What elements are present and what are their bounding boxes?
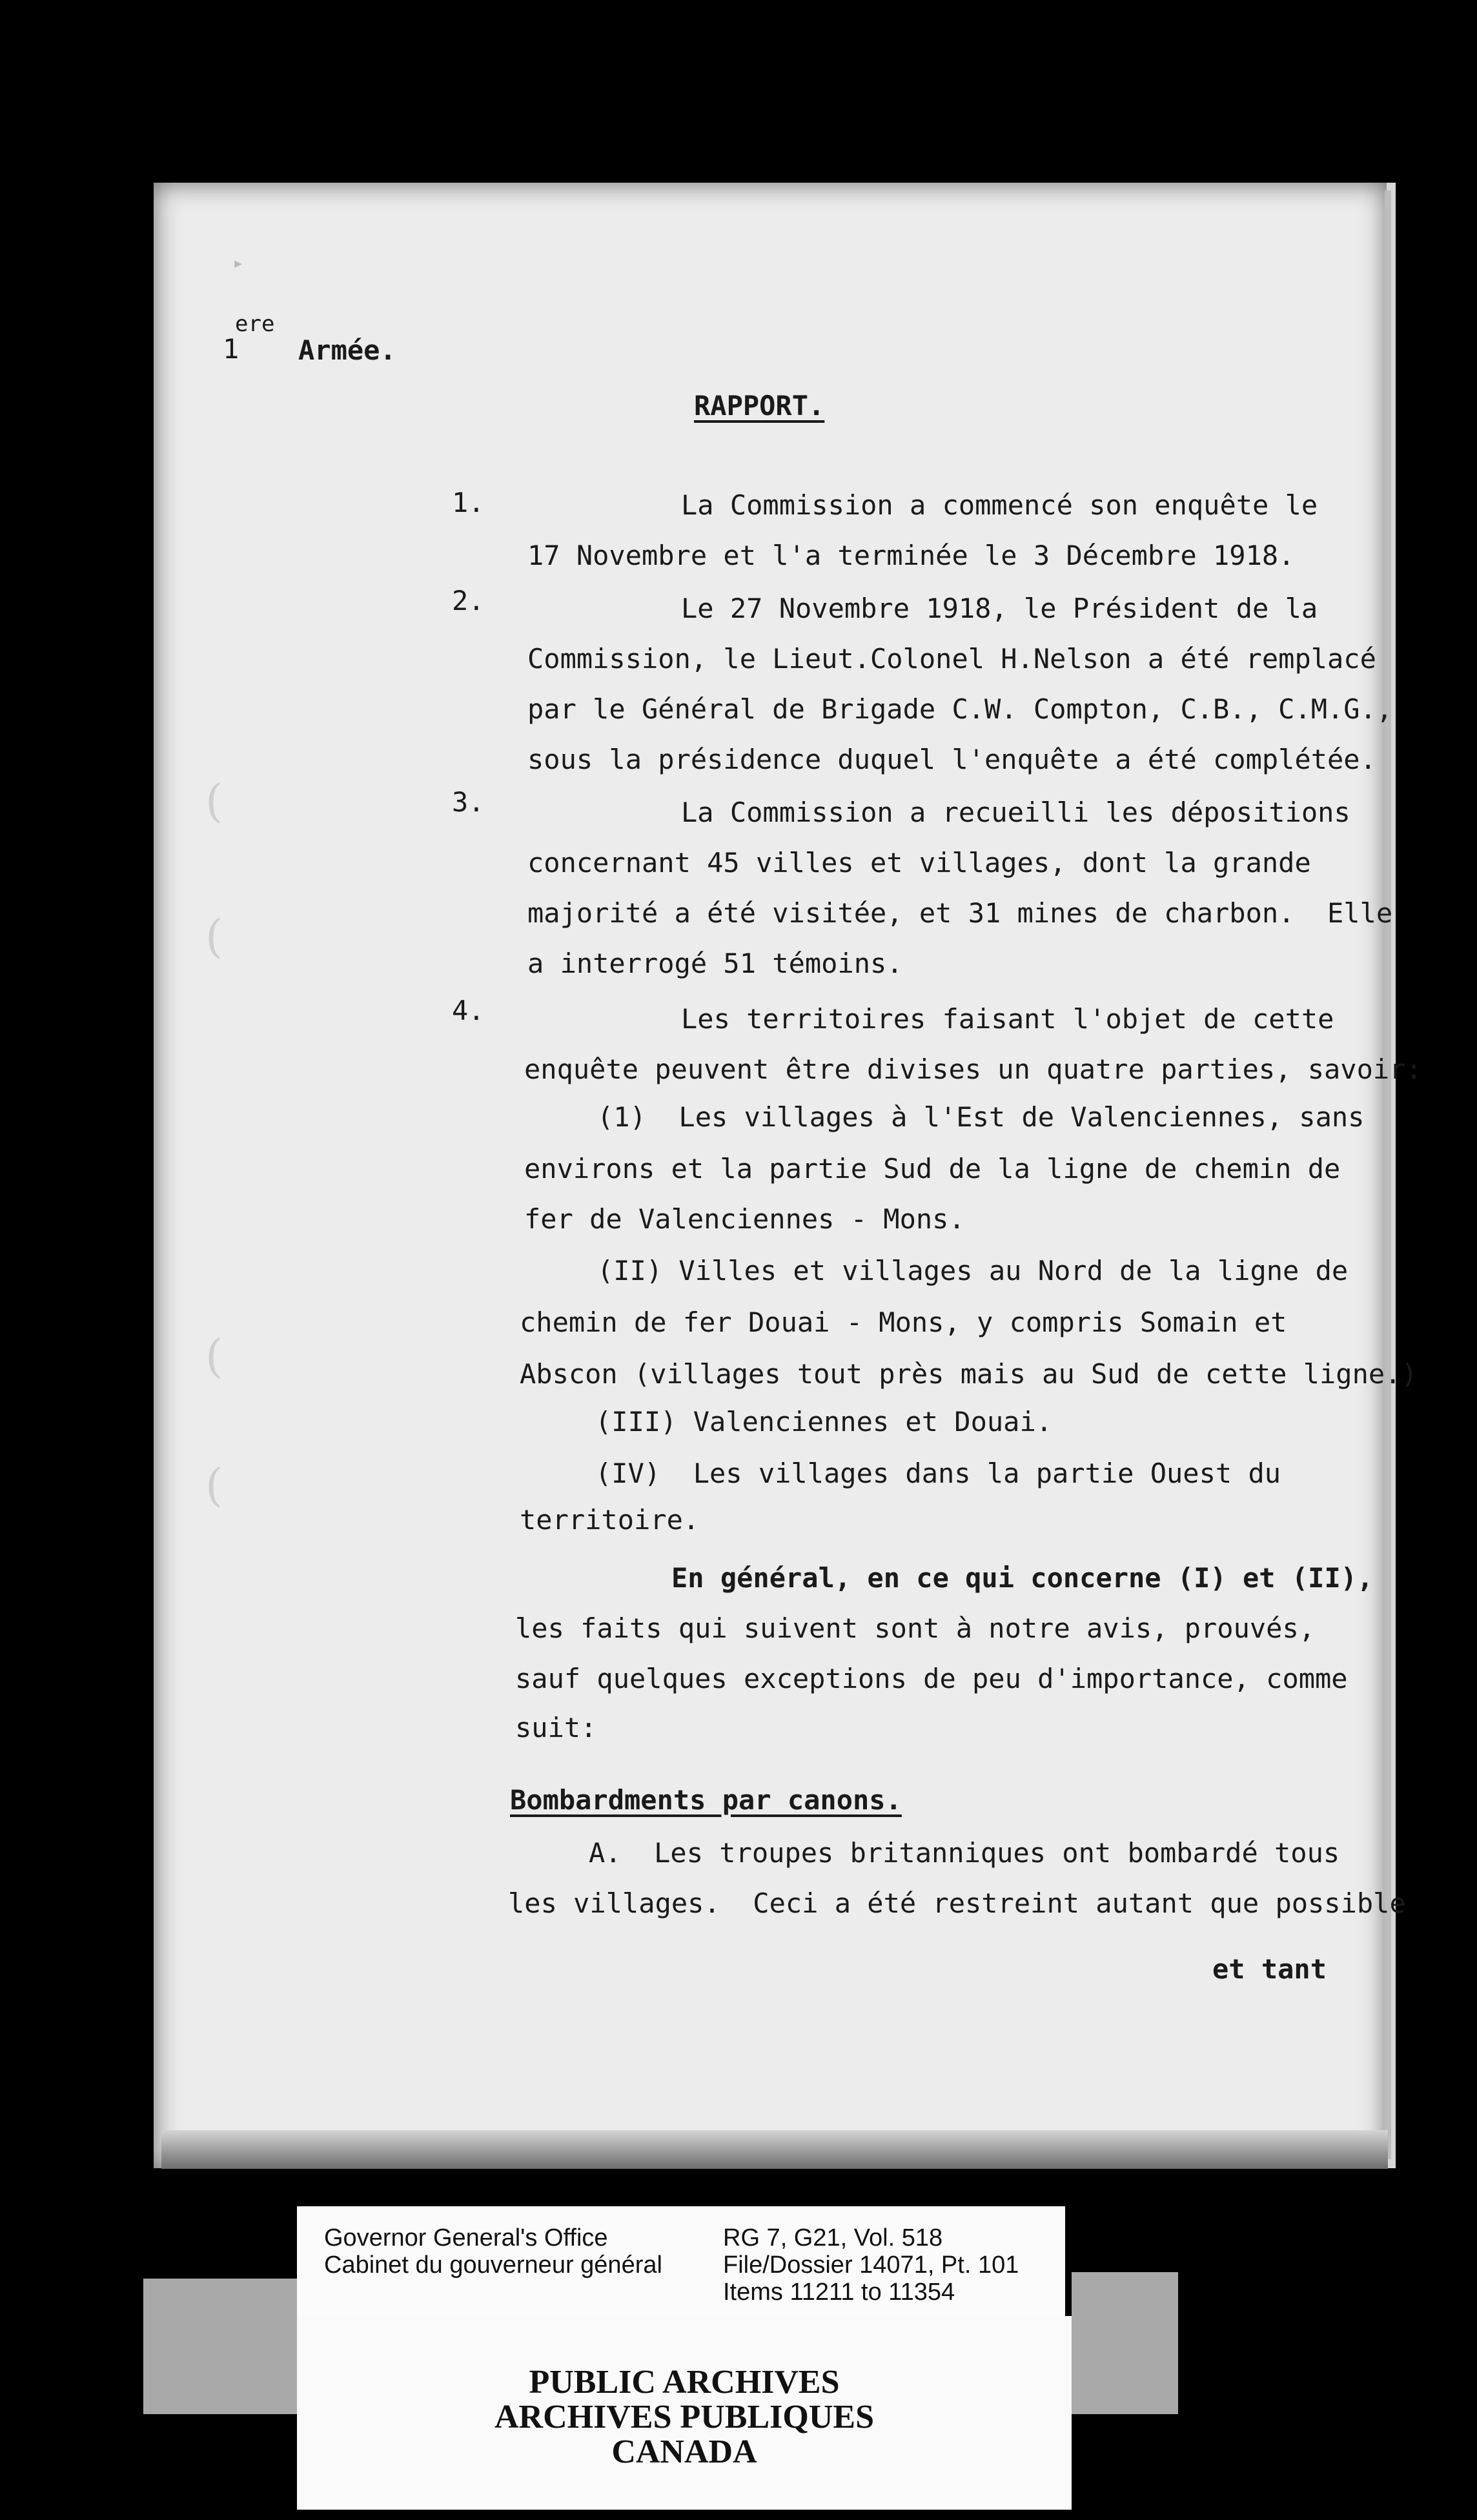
archives-stamp [297, 2316, 1072, 2510]
header-number: 1 [223, 333, 239, 365]
text-line: Commission, le Lieut.Colonel H.Nelson a été remplacé [527, 643, 1376, 675]
stamp-line-2: ARCHIVES PUBLIQUES [494, 2399, 875, 2435]
text-line: (1) Les villages à l'Est de Valenciennes, sans [597, 1101, 1365, 1133]
text-line: suit: [515, 1712, 597, 1743]
page-edge [1385, 190, 1391, 2159]
text-line: La Commission a commencé son enquête le [681, 489, 1318, 521]
paragraph-number: 4. [452, 995, 485, 1026]
backing-card-right [1072, 2272, 1178, 2414]
text-line: Le 27 Novembre 1918, le Président de la [681, 593, 1318, 624]
text-line: et tant [1212, 1953, 1327, 1985]
text-line: concernant 45 villes et villages, dont la grande [527, 847, 1311, 879]
text-line: par le Général de Brigade C.W. Compton, C.B., C.M.G., [527, 693, 1393, 725]
text-line: les faits qui suivent sont à notre avis, prouvés, [515, 1612, 1316, 1644]
paragraph-number: 3. [452, 786, 485, 818]
paragraph-number: 1. [452, 487, 485, 518]
header-army: Armée. [298, 334, 396, 366]
label-items: Items 11211 to 11354 [723, 2279, 955, 2306]
header-superscript: ere [235, 311, 275, 337]
archive-label [297, 2206, 1065, 2316]
text-line: 17 Novembre et l'a terminée le 3 Décembre 1918. [527, 540, 1295, 571]
section-heading: Bombardments par canons. [510, 1784, 902, 1816]
text-line: (III) Valenciennes et Douai. [595, 1406, 1053, 1438]
label-office-en: Governor General's Office [324, 2224, 608, 2251]
paragraph-number: 2. [452, 585, 485, 616]
text-line: les villages. Ceci a été restreint autant que possible [508, 1887, 1406, 1919]
text-line: Les territoires faisant l'objet de cette [681, 1003, 1334, 1035]
label-record-group: RG 7, G21, Vol. 518 [723, 2224, 943, 2251]
text-line: (II) Villes et villages au Nord de la ligne de [597, 1255, 1349, 1286]
text-line: environs et la partie Sud de la ligne de chemin de [524, 1153, 1341, 1184]
stamp-line-3: CANADA [611, 2434, 757, 2470]
page-bottom-shadow [161, 2130, 1388, 2169]
specks: ▸ [232, 252, 245, 274]
text-line: fer de Valenciennes - Mons. [524, 1203, 965, 1235]
binding-hole-mark: ( [205, 1459, 223, 1512]
text-line: (IV) Les villages dans la partie Ouest du [595, 1458, 1281, 1489]
text-line: En général, en ce qui concerne (I) et (II), [671, 1562, 1374, 1594]
binding-hole-mark: ( [205, 910, 223, 963]
text-line: territoire. [520, 1504, 700, 1536]
text-line: sauf quelques exceptions de peu d'importance, comme [515, 1663, 1348, 1694]
stamp-line-1: PUBLIC ARCHIVES [529, 2364, 840, 2401]
text-line: chemin de fer Douai - Mons, y compris Somain et [520, 1306, 1287, 1338]
text-line: La Commission a recueilli les dépositions [681, 797, 1350, 828]
text-line: Abscon (villages tout près mais au Sud de cette ligne.) [520, 1358, 1418, 1390]
text-line: a interrogé 51 témoins. [527, 948, 903, 979]
text-line: A. Les troupes britanniques ont bombardé tous [589, 1837, 1340, 1869]
binding-hole-mark: ( [205, 775, 223, 828]
backing-card-left [143, 2279, 297, 2414]
label-file: File/Dossier 14071, Pt. 101 [723, 2251, 1019, 2279]
text-line: sous la présidence duquel l'enquête a été complétée. [527, 744, 1376, 775]
label-office-fr: Cabinet du gouverneur général [324, 2251, 662, 2279]
text-line: enquête peuvent être divises un quatre parties, savoir: [524, 1053, 1422, 1085]
report-title: RAPPORT. [694, 390, 825, 422]
text-line: majorité a été visitée, et 31 mines de charbon. Elle [527, 897, 1393, 929]
binding-hole-mark: ( [205, 1330, 223, 1383]
